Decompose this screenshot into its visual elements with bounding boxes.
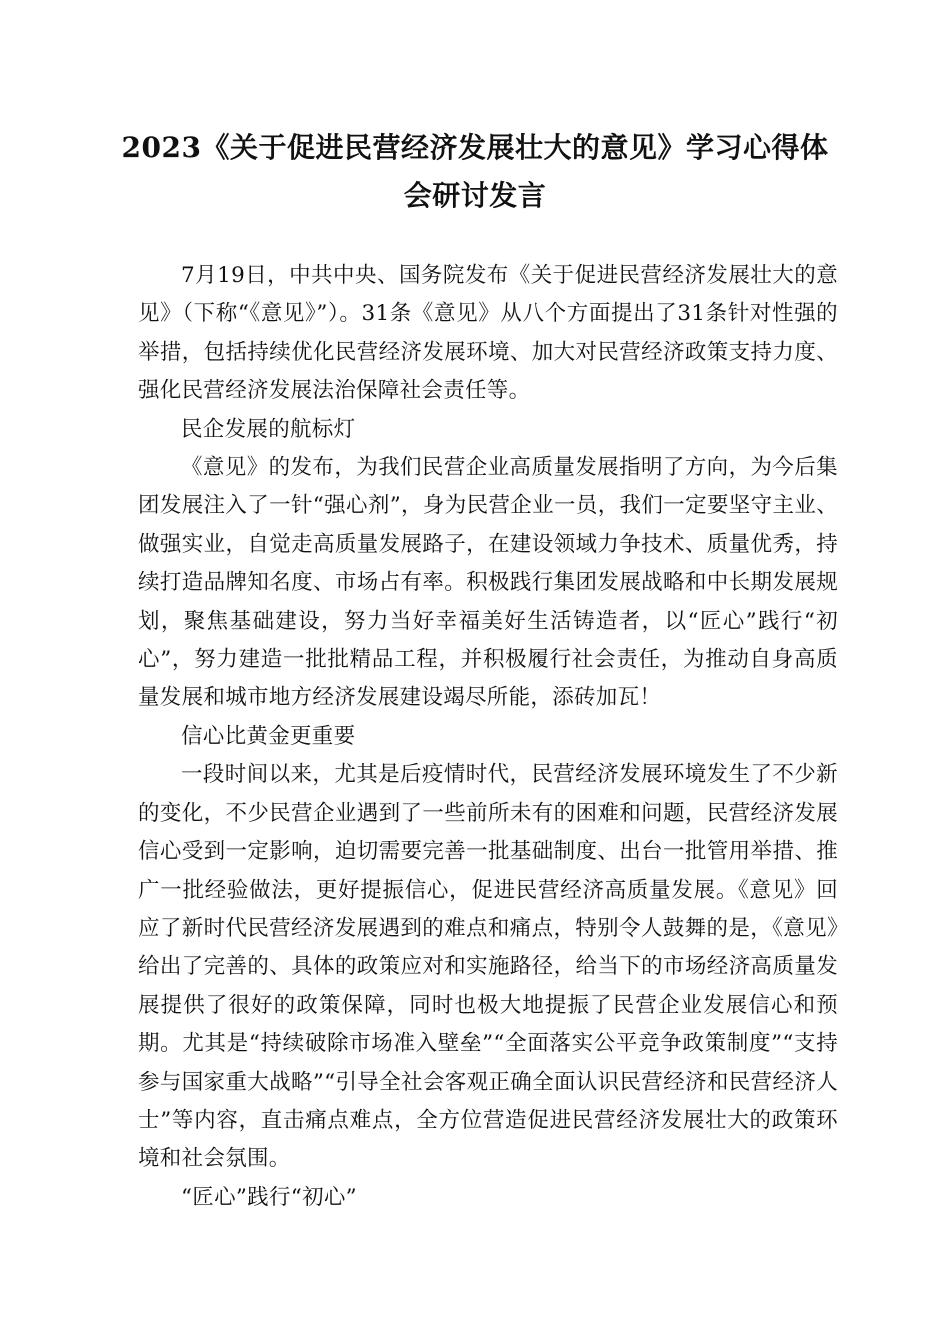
document-body [138,257,838,1217]
paragraph-beacon: 《意见》的发布，为我们民营企业高质量发展指明了方向，为今后集团发展注入了一针“强心剂”，身为民营企业一员，我们一定要坚守主业、做强实业，自觉走高质量发展路子，在建设领域力争技术、质量优秀，持续打造品牌知名度、市场占有率。积极践行集团发展战略和中长期发展规划，聚焦基础建设，努力当好幸福美好生活铸造者，以“匠心”践行“初心”，努力建造一批批精品工程，并积极履行社会责任，为推动自身高质量发展和城市地方经济发展建设竭尽所能，添砖加瓦！ [138,455,838,711]
title-line-1: 2023《关于促进民营经济发展壮大的意见》学习心得体 [121,131,829,164]
section-heading-confidence: 信心比黄金更重要 [181,723,356,749]
title-line-2: 会研讨发言 [403,179,547,212]
document-title [110,124,840,220]
paragraph-confidence: 一段时间以来，尤其是后疫情时代，民营经济发展环境发生了不少新的变化，不少民营企业遇到了一些前所未有的困难和问题，民营经济发展信心受到一定影响，迫切需要完善一批基础制度、出台一批管用举措、推广一批经验做法，更好提振信心，促进民营经济高质量发展。《意见》回应了新时代民营经济发展遇到的难点和痛点，特别令人鼓舞的是，《意见》给出了完善的、具体的政策应对和实施路径，给当下的市场经济高质量发展提供了很好的政策保障，同时也极大地提振了民营企业发展信心和预期。尤其是“持续破除市场准入壁垒”“全面落实公平竞争政策制度”“支持参与国家重大战略”“引导全社会客观正确全面认识民营经济和民营经济人士”等内容，直击痛点难点，全方位营造促进民营经济发展壮大的政策环境和社会氛围。 [138,762,838,1172]
paragraph-intro: 7月19日，中共中央、国务院发布《关于促进民营经济发展壮大的意见》（下称“《意见》”）。31条《意见》从八个方面提出了31条针对性强的举措，包括持续优化民营经济发展环境、加大对民营经济政策支持力度、强化民营经济发展法治保障社会责任等。 [138,263,838,404]
section-heading-craftsmanship: “匠心”践行“初心” [181,1184,357,1210]
section-heading-beacon: 民企发展的航标灯 [181,416,356,442]
